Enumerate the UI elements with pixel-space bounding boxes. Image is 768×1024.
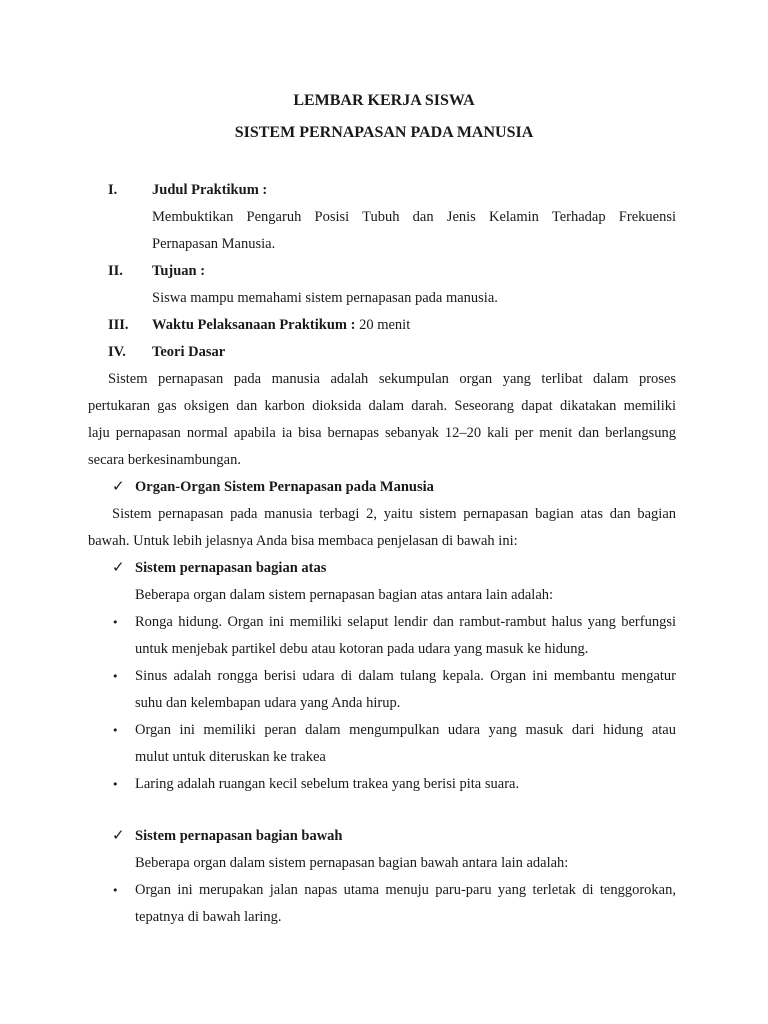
list-item-line: Ronga hidung. Organ ini memiliki selaput lendir dan rambut-rambut halus yang berfungsi (135, 614, 676, 630)
paragraph-line: Siswa mampu memahami sistem pernapasan pada manusia. (152, 290, 498, 306)
list-item-line: Sinus adalah rongga berisi udara di dalam tulang kepala. Organ ini membantu mengatur (135, 668, 676, 684)
paragraph-line: pertukaran gas oksigen dan karbon dioksida dalam darah. Seseorang dapat dikatakan memiliki (88, 398, 676, 414)
section-number: II. (108, 263, 123, 279)
section-number: I. (108, 182, 118, 198)
list-item-line: suhu dan kelembapan udara yang Anda hirup. (135, 695, 401, 711)
list-item-line: untuk menjebak partikel debu atau kotoran pada udara yang masuk ke hidung. (135, 641, 589, 657)
paragraph-line: Beberapa organ dalam sistem pernapasan bagian bawah antara lain adalah: (135, 855, 569, 871)
list-item-line: Laring adalah ruangan kecil sebelum trakea yang berisi pita suara. (135, 776, 520, 792)
paragraph-line: laju pernapasan normal apabila ia bisa bernapas sebanyak 12–20 kali per menit dan berlangsung (88, 425, 676, 441)
section-number: III. (108, 317, 129, 333)
section-heading: Tujuan : (152, 263, 206, 279)
check-icon: ✓ (112, 558, 125, 576)
document-subtitle: SISTEM PERNAPASAN PADA MANUSIA (234, 124, 534, 141)
bullet-icon: • (112, 724, 119, 737)
subsection-heading: Sistem pernapasan bagian bawah (135, 828, 343, 844)
section-number: IV. (108, 344, 126, 360)
check-icon: ✓ (112, 477, 125, 495)
list-item-line: Organ ini memiliki peran dalam mengumpulkan udara yang masuk dari hidung atau (135, 722, 676, 738)
paragraph-line: secara berkesinambungan. (88, 452, 241, 468)
section-heading: Waktu Pelaksanaan Praktikum : (152, 317, 356, 333)
section-heading: Teori Dasar (152, 344, 226, 360)
document-title: LEMBAR KERJA SISWA (293, 92, 475, 109)
section-heading: Judul Praktikum : (152, 182, 268, 198)
bullet-icon: • (112, 616, 119, 629)
bullet-icon: • (112, 670, 119, 683)
bullet-icon: • (112, 778, 119, 791)
paragraph-line: Sistem pernapasan pada manusia terbagi 2, yaitu sistem pernapasan bagian atas dan bagian (112, 506, 676, 522)
section-heading-row (152, 317, 410, 334)
list-item-line: Organ ini merupakan jalan napas utama menuju paru-paru yang terletak di tenggorokan, (135, 882, 676, 898)
bullet-icon: • (112, 884, 119, 897)
paragraph-line: Pernapasan Manusia. (152, 236, 276, 252)
subsection-heading: Sistem pernapasan bagian atas (135, 560, 327, 576)
list-item-line: mulut untuk diteruskan ke trakea (135, 749, 326, 765)
paragraph-text: Sistem pernapasan pada manusia adalah sekumpulan organ yang terlibat dalam proses (108, 371, 676, 387)
paragraph-line: Membuktikan Pengaruh Posisi Tubuh dan Jenis Kelamin Terhadap Frekuensi (152, 209, 676, 225)
list-item-line: tepatnya di bawah laring. (135, 909, 282, 925)
paragraph-line: bawah. Untuk lebih jelasnya Anda bisa membaca penjelasan di bawah ini: (88, 533, 518, 549)
subsection-heading: Organ-Organ Sistem Pernapasan pada Manusia (135, 479, 434, 495)
paragraph-line: Beberapa organ dalam sistem pernapasan bagian atas antara lain adalah: (135, 587, 554, 603)
check-icon: ✓ (112, 826, 125, 844)
section-value: 20 menit (355, 317, 411, 333)
paragraph-line (108, 371, 676, 388)
